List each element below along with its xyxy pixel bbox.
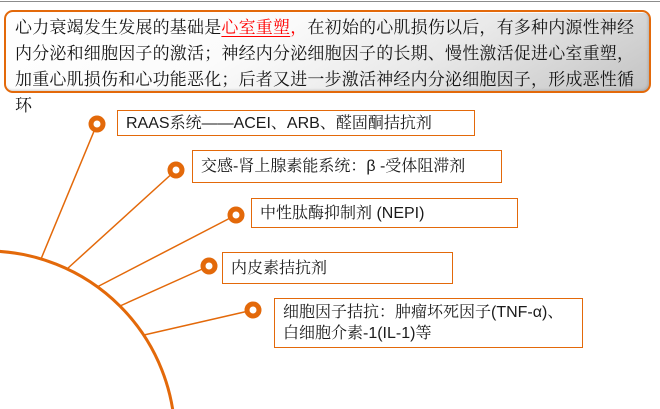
node-label: 内皮素拮抗剂 [231, 259, 328, 277]
arc-curve [0, 251, 175, 409]
ring-bullet-icon [170, 164, 182, 176]
node-box-raas [117, 110, 475, 136]
connector-line-4 [120, 266, 209, 306]
ring-bullet-icon [203, 260, 215, 272]
ring-bullet-icon [91, 118, 103, 130]
header-text-highlight-comma: ， [290, 18, 308, 37]
node-box-sympathetic [192, 150, 502, 183]
connector-line-5 [144, 310, 253, 335]
ring-bullet-icon [230, 209, 242, 221]
ring-bullet-icon [247, 304, 259, 316]
header-text-lead: 心力衰竭发生发展的基础是 [15, 18, 222, 37]
connector-line-1 [41, 124, 97, 259]
header-text-highlight: 心室重塑 [221, 18, 291, 37]
header-text-rest: 在初始的心肌损伤以后，有多种内源性神经内分泌和细胞因子的激活；神经内分泌细胞因子的长期、慢性激活促进心室重塑，加重心肌损伤和心功能恶化；后者又进一步激活神经内分泌细胞因子，形成恶性循环 [15, 18, 635, 115]
node-box-nepi [251, 198, 518, 228]
node-label: 中性肽酶抑制剂 (NEPI) [260, 204, 425, 222]
node-box-endothelin [222, 252, 453, 284]
node-label: RAAS系统——ACEI、ARB、醛固酮拮抗剂 [126, 114, 432, 132]
node-label: 交感-肾上腺素能系统：β -受体阻滞剂 [201, 158, 466, 175]
node-box-cytokine [274, 298, 583, 348]
connector-line-3 [97, 215, 236, 287]
node-label: 细胞因子拮抗：肿瘤坏死因子(TNF-α)、白细胞介素-1(IL-1)等 [283, 304, 564, 342]
